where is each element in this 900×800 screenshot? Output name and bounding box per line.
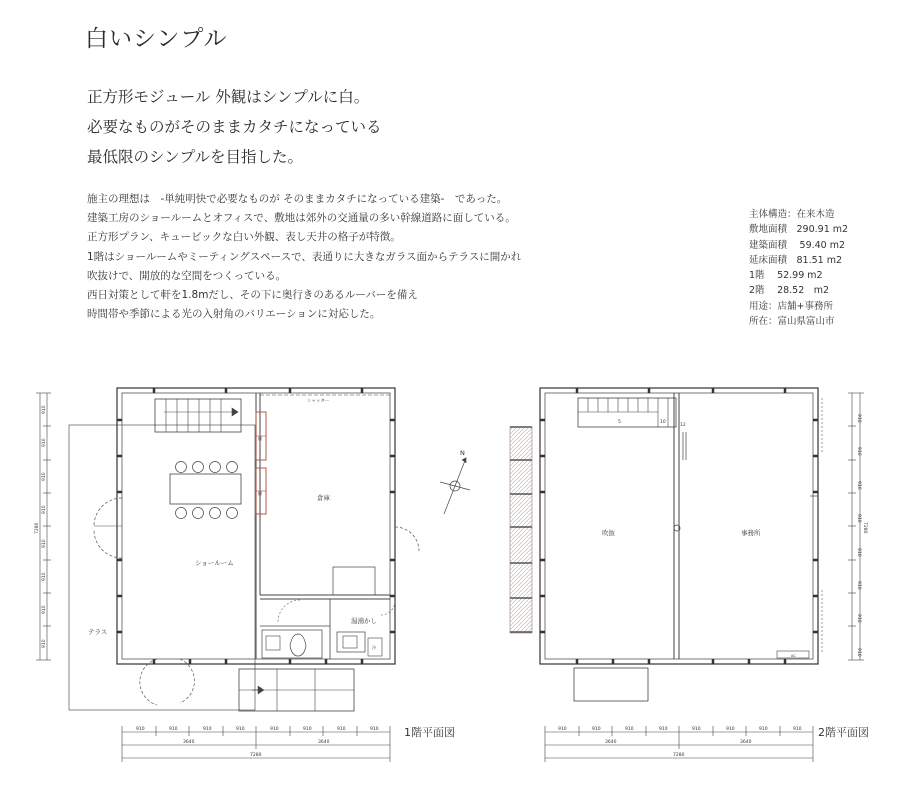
chairs (176, 462, 238, 519)
floor2-caption: 2階平面図 (818, 726, 869, 739)
dim-label: 910 (136, 727, 145, 732)
spec-line: 所在：富山県富山市 (749, 316, 835, 328)
lead-line: 正方形モジュール 外観はシンプルに白。 (87, 88, 370, 106)
body-line: 西日対策として軒を1.8mだし、その下に奥行きのあるルーバーを備え (87, 289, 418, 302)
dim-label: 910 (592, 727, 601, 732)
dim-label: 910 (726, 727, 735, 732)
shutter-label: シャッター (307, 399, 330, 404)
toilet-room (262, 630, 322, 658)
entrance-doors (94, 498, 122, 558)
page-title: 白いシンプル (85, 26, 228, 52)
dim-label: 910 (303, 727, 312, 732)
spec-line: 2階 28.52 m2 (749, 285, 830, 297)
dim-label: 3640 (318, 740, 330, 745)
kitchen-counter (337, 632, 365, 652)
dim-label: 3640 (183, 740, 195, 745)
stair-step-label: 12 (680, 423, 686, 428)
dim-label: 910 (692, 727, 701, 732)
floor1-plan (40, 388, 419, 758)
body-line: 吹抜けで、開放的な空間をつくっている。 (87, 269, 287, 282)
spec-line: 敷地面積 290.91 m2 (749, 224, 849, 236)
terrace-label: テラス (88, 628, 108, 636)
dim-label: 910 (659, 727, 668, 732)
floor2-room-labels (602, 419, 869, 739)
dim-label: 910 (856, 481, 861, 490)
stair (155, 399, 241, 432)
dim-label: 910 (337, 727, 346, 732)
dim-label: 910 (42, 505, 47, 514)
balcony (574, 668, 648, 701)
storage-label: 倉庫 (317, 494, 330, 502)
floor2-side-dims (856, 414, 868, 657)
shelf-label: 棚 (258, 491, 262, 496)
body-line: 建築工房のショールームとオフィスで、敷地は郊外の交通量の多い幹線道路に面している。 (87, 212, 516, 225)
dim-label: 910 (856, 447, 861, 456)
void-label: 吹抜 (602, 529, 615, 537)
dim-label: 7280 (862, 522, 867, 534)
louver-panel (510, 427, 532, 633)
dim-label: 910 (759, 727, 768, 732)
body-line: 正方形プラン、キュービックな白い外観、表し天井の格子が特徴。 (87, 231, 401, 244)
dim-label: 910 (625, 727, 634, 732)
spec-line: 主体構造：在来木造 (749, 209, 835, 220)
dim-label: 910 (370, 727, 379, 732)
lead-line: 必要なものがそのままカタチになっている (87, 118, 382, 136)
dim-label: 7280 (250, 753, 262, 758)
office-label: 事務所 (741, 529, 761, 537)
toilet-bowl (290, 634, 306, 656)
fridge-label: 冷 (372, 645, 376, 650)
floor2-dim-ticks (545, 393, 864, 762)
dim-label: 910 (42, 639, 47, 648)
floor1-dim-ticks (36, 393, 390, 762)
body-line: 時間帯や季節による光の入射角のバリエーションに対応した。 (87, 308, 381, 321)
stair-treads (578, 398, 668, 427)
dim-label: 910 (42, 405, 47, 414)
dim-label: 910 (856, 581, 861, 590)
north-label: N (460, 449, 465, 457)
dim-label: 910 (42, 605, 47, 614)
dim-label: 910 (169, 727, 178, 732)
floor1-side-dims (34, 405, 47, 648)
sink (343, 636, 357, 648)
dim-label: 910 (236, 727, 245, 732)
dim-label: 910 (856, 548, 861, 557)
ac-label: AC (791, 654, 796, 658)
dim-label: 3640 (740, 740, 752, 745)
floor2-plan (510, 388, 860, 758)
body-line: 1階はショールームやミーティングスペースで、表通りに大きなガラス面からテラスに開かれ (87, 250, 522, 263)
floor1-room-labels (88, 397, 455, 739)
dim-label: 910 (42, 539, 47, 548)
body-line: 施主の理想は -単純明快で必要なものが そのままカタチになっている建築- であった。 (87, 193, 508, 205)
floor1-caption: 1階平面図 (404, 726, 455, 739)
dim-label: 910 (558, 727, 567, 732)
floor2-dim-labels (558, 726, 802, 758)
kitchen-label: 湯沸かし (351, 617, 377, 625)
dim-label: 910 (793, 727, 802, 732)
storage-box (333, 567, 375, 595)
spec-line: 延床面積 81.51 m2 (749, 254, 843, 266)
dim-label: 7280 (35, 522, 40, 534)
dim-label: 910 (42, 472, 47, 481)
dim-label: 910 (856, 648, 861, 657)
dim-label: 910 (42, 438, 47, 447)
dim-label: 3640 (605, 740, 617, 745)
bottom-door (140, 659, 195, 705)
dim-label: 910 (203, 727, 212, 732)
dim-label: 910 (856, 614, 861, 623)
stair-treads (164, 399, 238, 432)
spec-line: 1階 52.99 m2 (749, 270, 823, 282)
floor1-dim-labels (136, 726, 379, 758)
dim-label: 910 (856, 514, 861, 523)
lead-line: 最低限のシンプルを目指した。 (87, 148, 303, 166)
spec-line: 建築面積 59.40 m2 (749, 239, 846, 251)
meeting-table (170, 474, 241, 504)
stair-step-label: 10 (660, 420, 666, 425)
dim-label: 910 (42, 572, 47, 581)
dim-label: 910 (856, 414, 861, 423)
dim-label: 910 (270, 727, 279, 732)
showroom-label: ショールーム (195, 559, 234, 567)
stair-step-label: 5 (618, 420, 621, 425)
side-door (395, 527, 419, 551)
north-arrow (440, 458, 470, 514)
spec-line: 用途：店舗+事務所 (749, 300, 833, 312)
terrace (69, 425, 255, 710)
dim-label: 7280 (673, 753, 685, 758)
shelf-label: 棚 (258, 436, 262, 441)
